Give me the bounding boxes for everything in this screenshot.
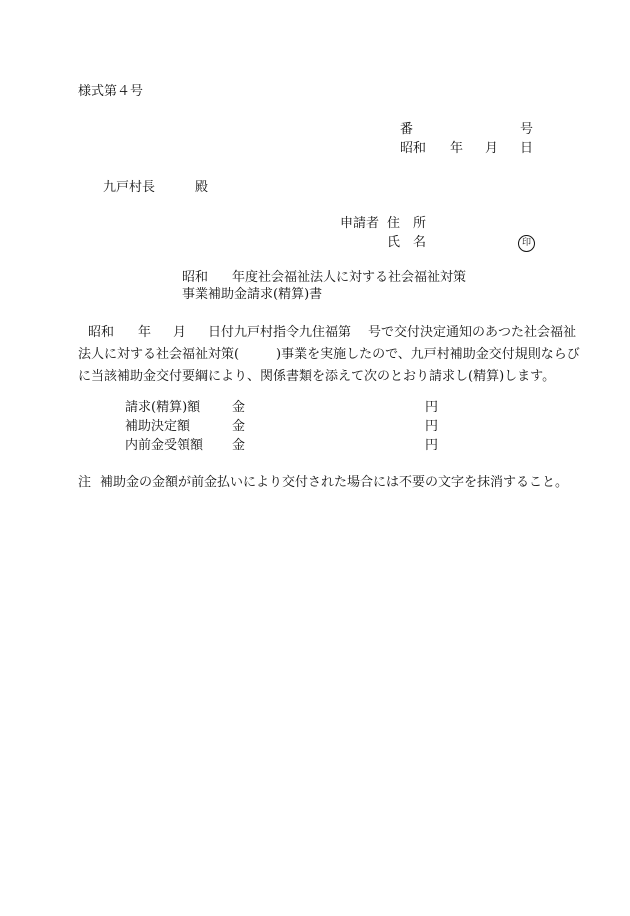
amount-kin: 金 [232, 438, 246, 453]
amount-label: 補助決定額 [125, 419, 191, 434]
amount-yen: 円 [425, 400, 439, 415]
note-text: 補助金の金額が前金払いにより交付された場合には不要の文字を抹消すること。 [100, 475, 569, 490]
applicant-label: 申請者 [340, 216, 380, 231]
body-line1-text: 日付九戸村指令九住福第 [208, 325, 352, 340]
title-era: 昭和 [182, 270, 209, 285]
addressee-honorific: 殿 [195, 180, 209, 195]
body-line3: に当該補助金交付要綱により、関係書類を添えて次のとおり請求し(精算)します。 [78, 369, 556, 384]
amount-label: 内前金受領額 [125, 438, 204, 453]
body-line2-end: )事業を実施したので、九戸村補助金交付規則ならび [276, 347, 580, 362]
amount-kin: 金 [232, 400, 246, 415]
body-line1-tsuki: 月 [173, 325, 187, 340]
header-ban: 番 [400, 122, 414, 137]
body-line1-nen: 年 [138, 325, 152, 340]
header-tsuki: 月 [485, 141, 499, 156]
body-line1-end: 号で交付決定通知のあつた社会福祉 [368, 325, 577, 340]
address-label: 住 所 [387, 216, 427, 231]
addressee-title: 九戸村長 [103, 180, 156, 195]
amount-kin: 金 [232, 419, 246, 434]
header-nen: 年 [450, 141, 464, 156]
amount-yen: 円 [425, 438, 439, 453]
note-mark: 注 [78, 475, 92, 490]
header-hi: 日 [520, 141, 534, 156]
body-line1-era: 昭和 [88, 325, 115, 340]
title-line2: 事業補助金請求(精算)書 [182, 287, 323, 302]
name-label: 氏 名 [387, 235, 427, 250]
amount-label: 請求(精算)額 [125, 400, 201, 415]
header-showa: 昭和 [400, 141, 427, 156]
body-line2-start: 法人に対する社会福祉対策( [78, 347, 240, 362]
form-number: 様式第４号 [78, 84, 144, 99]
title-line1: 年度社会福祉法人に対する社会福祉対策 [232, 270, 467, 285]
header-gou: 号 [520, 122, 534, 137]
body-paragraph [78, 322, 580, 392]
amount-yen: 円 [425, 419, 439, 434]
seal-mark: 印 [518, 235, 535, 252]
